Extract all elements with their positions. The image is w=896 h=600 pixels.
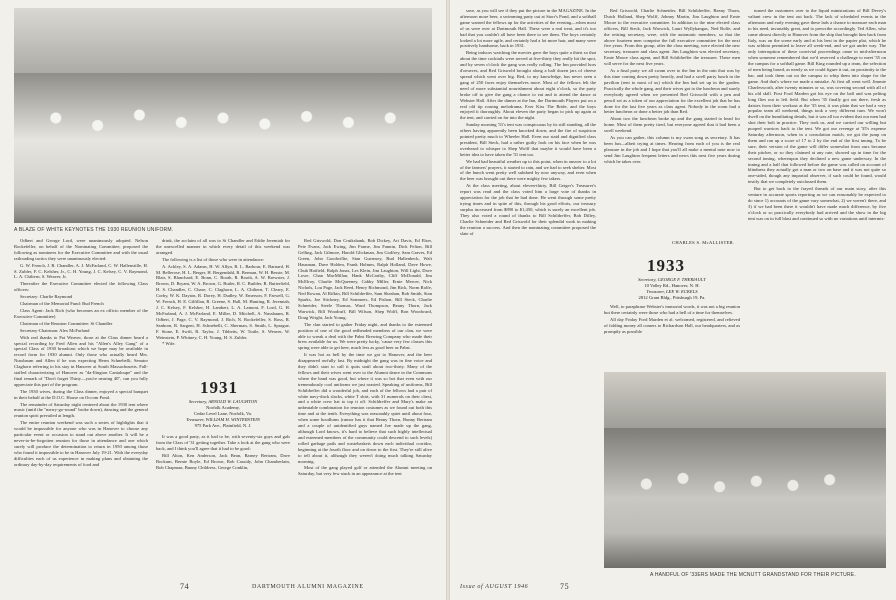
officer-line: Norfolk Academy, [206, 405, 240, 410]
officer-line: 10 Valley Rd., Hanover, N. H. [644, 283, 700, 288]
paragraph: About two the luncheon broke up and the gang started to head for home. Most of them pretty tired, but everyone agreed that it had been a swell weekend. [604, 116, 740, 134]
officer-line: Cedar Level Lane, Norfolk, Va. [194, 411, 252, 416]
reunion-1930-photo [14, 8, 432, 223]
paragraph: All day Friday Ford Marden et al. welcomed, registered, and relieved of folding money all comers to Richardson Hall, our headquarters, and as promptly as possible [604, 316, 740, 334]
paragraph: Chairman of the Reunion Committee: Si Chandler [20, 320, 113, 326]
left-column-1 [14, 238, 148, 581]
left-page [0, 0, 446, 600]
paragraph: Class Agent: Jack Rich (who becomes an ex officio member of the Executive Committee) [14, 307, 148, 319]
paragraph: The 1930 wives, during the Class dinner, enjoyed a special banquet in their behalf at the D.O.C. House on Occom Pond. [14, 388, 148, 400]
paragraph: turned the customers over to the liquid ministrations of Bill Devey's valiant crew in the tent out back. The lack of scheduled events in the afternoon and early evening gave these lads a chance to measure each man to his need, invariably great, and to prescribe accordingly. Ted Allen, who came almost directly to Hanover from the ship that brought him back from Italy, was on the scene early and at his best in the papier plat, which he was seldom permitted to leave all week-end, and we got under way. The only interruption of these convivial proceedings came in mid-afternoon when someone remembered that we'd reserved a challenge to meet '35 on the campus for a softball game. Bill King rounded up a team, the selection of men being based, as nearly as we could figure it out, on proximity to the bar, and took them out on the campus to whip them into shape for the game. And that's where we made a mistake. At first all went well. Jimmie Charlesworth, after twenty minutes or so, was covering second with all of his old skill. First Ford Marden got his eye on the ball and was pelting long flies out to left field. But when '35 finally got out there, fresh as daisies from their workout at the '35 tent, it was plain that we had a very popular team all weekend, things took a very different turn. We won't dwell on the humiliating details, but it was all too evident that our men had shot their bolt in practice. They took us, and we carried our willing but pooped warriors back to the tent. We got our revenge at '35's expense Saturday afternoon, when in a consolation match, we got the jump on them and ran up a score of 17 to 2 by the end of the first inning. To be sure, their version of the game will differ somewhat from ours because their pitcher, or so they claimed at any rate, showed up in time for the second inning, whereupon they declined a new game underway. In the inning and a half that followed before the game was called on account of blindness they actually got a man or two on base and it was not quite so one-sided, though any impartial observer, if such could be found, would testify that we completely outclassed them. [748, 8, 886, 185]
left-column-2b [156, 434, 290, 581]
paragraph: save, as you will see if they put the picture in the MAGAZINE. In the afternoon more beer, a swimming party out at Storr's Pond, and a softball game warned the fellows up for the activities of the evening—when most of us were over at Dartmouth Hall. These were a real treat, and it's too bad that you couldn't all have been there to see them. The boys certainly looked a lot more agile, and certainly had a lot more hair, and many were positively handsome, back in 1931. [460, 8, 596, 49]
paragraph: Red Griswold, Don Cruikshank, Bob Dickey, Art Davis, Ed Elser, Pete Evans, Jack Ewing, Jim Frame, Jim Fannin, Dick Felton, Bill Gelling, Jack Gilmore, Harold Glickman, Jim Godfrey, Sam Graves, Ed Green, John Goodwillie, Stan Guernsey, Bud Hallenbeck, Walt Hausman, Dave Holden, Frank Holmes, Ralph Holland, Dave Howe, Chub Hatfield, Ralph Jonas, Les Klein, Jim Laughton, Will Light, Dave Lowe, Chan MacMillan, Hank McCarthy, Cliff McDonald, Jim McElroy, Charlie McQueeney, Cabby Miller, Ernie Mercer, Nick Nichols, Lou Page, Jack Reed, Henry Richmond, Jim Rick, Norm Rolfe, Ned Rowan, Al Rifkin, Bill Schildreffer, Sam Sheahan, Bob Smith, Stan Sparks, Joe Stickney, Ed Sommers, Ed Pishon, Bill Steck, Charlie Schneider, Steele Thomas, Ward Thompson, Beany Thorn, Jack Warwick, Bill Woodruff, Bill Wilson, Shep Wolff, Ron Woodward, Doug Wright, Jack Young. [298, 238, 432, 320]
right-column-1 [460, 8, 596, 581]
paragraph: G. W. French, J. B. Chandler, A. J. McFarland, C. W. Hallenstille, H. S. Zubler, F. C. Kelsher, Jr., C. H. Young, J. C. Kelsey, C. V. Raymond, L. A. Chiltern, S. Weaver, Jr. [14, 262, 148, 280]
issue-date-footer: Issue of AUGUST 1946 [460, 584, 529, 590]
paragraph: As a final party we all swam over to the Inn in the rain that was by this time coming down pretty heavily, and had a swell party lunch in the pavilion (rent to most of us) which the Inn had set up in the garden. Practically the whole gang, and their wives got to the luncheon and surely everybody agreed when we presented Red Griswold with a pen and pencil set as a token of our appreciation for the excellent job that he has done for the last five years as class agent. Nobody in the room had a better luncheon or done a better job than Red. [604, 68, 740, 115]
officer-line: Secretary, ARNOLD W. LAUGHTON [188, 399, 258, 404]
paragraph: Thereafter the Executive Committee elected the following Class officers: [14, 281, 148, 293]
paragraph: Sunday morning '31's tent was conspicuous by its still standing, all the others having apparently been knocked down; and the fire of suspicion pointed pretty much to Wheeler Hall. Even our staid and dignified class president, Bill Steck, had a rather guilty look on his face when he was overheard to whisper to Shep Wolff that maybe it would have been a better idea to have taken the '31 tent too. [460, 122, 596, 157]
paragraph: At the class meeting, about eleven-thirty, Bill Geiger's Treasurer's report was read and the class voted him a large vote of thanks in appreciation for the job that he had done. He went through some pretty trying times and in spite of this, through his good efforts, our treasury surplus increased from $890 to $1,450, which is surely an excellent job. They also voted a round of thanks to Bill Schildreffer, Bob Dilley, Charlie Schneider and Red Griswold for their splendid work in making the reunion a success. And then the nominating committee proposed the slate of [460, 183, 596, 236]
officer-line: 975 Park Ave., Plainfield, N. J. [194, 423, 252, 428]
officer-line: Treasurer, WILLIAM H. WINTERSTEIN [186, 417, 260, 422]
page-number-left: 74 [180, 582, 190, 591]
photo-caption-1933: A HANDFUL OF '33ERS MADE THE MCNUTT GRANDSTAND FOR THEIR PICTURE. [650, 572, 856, 578]
left-column-3 [298, 238, 432, 581]
paragraph: Odbert and George Lord, were unanimously adopted. Nelson Rockefeller, on behalf of the Nominating Committee, proposed the following as nominees for the Executive Committee and with the usual railroading tactics they were unanimously elected: [14, 238, 148, 261]
class-officers-1931 [156, 399, 290, 429]
paragraph: Secretary-Chairman: Alex McFarland [20, 327, 90, 333]
paragraph: As you can gather, this column is my swan song as secretary. It has been fun—albeit trying at times. Hearing from each of you is the real pleasure in the job and I hope that you'll all make a mental note now to send Jim Laughton frequent letters and news this next five years during which he takes over. [604, 135, 740, 164]
paragraph: Bill Alton, Ken Anderson, Jack Bean, Barney Bertram, Dave Bockum, Bernie Boyle, Ed Brown, Bob Cassidy, John Chamberlain, Bob Chapman, Bunny Childress, George Conklin, [156, 452, 290, 470]
paragraph: The remainder of Saturday night centered about the 1930 tent where music (until the "merry-go-round" broke down), dancing and the general reunion spirit prevailed at length. [14, 401, 148, 419]
page-number-right: 75 [560, 582, 570, 591]
paragraph: The entire reunion weekend was such a series of highlights that it would be impossible for anyone who was in Hanover to choose any particular event or occasion to stand out above another. It will be a never-to-be-forgotten reunion for those in attendance and one which surely will produce the determination to return in 1950 among those who found it impossible to be in Hanover July 19-21. With the everyday difficulties each of us experience in making plans and obtaining the ordinary day-by-day requirements of food and [14, 420, 148, 467]
paragraph: drink, the acclaim of all was to Si Chandler and Eddie Jeremiah for the unexcelled manner in which every detail of this weekend was arranged. [156, 238, 290, 255]
paragraph: Secretary: Charlie Raymond [20, 294, 73, 300]
paragraph: Most of the gang played golf or attended the Alumni meeting on Saturday, but very few stuck in an appearance at the tent [298, 465, 432, 477]
reunion-1933-photo [604, 372, 886, 568]
right-page [450, 0, 896, 600]
class-officers-1933 [604, 277, 740, 301]
signature-secretary: CHARLES S. McALLISTER. [672, 240, 735, 245]
paragraph: The following is a list of those who were in attendance: [162, 256, 265, 262]
paragraph: It was a good party, as it had to be, with seventy-six guys and gals from the Class of '31 getting together. Take a look at the gang who were back, and I think you'll agree that it had to be good: [156, 434, 290, 451]
paragraph: We had had beautiful weather up to this point, when in answer to a lot of the farmers' prayers, it started to rain, and we had to seek shelter. Most of the bunch went pretty well subdued by now anyway, and even when the beer was brought out there were mighty few takers. [460, 158, 596, 182]
paragraph: It was hot as hell by the time we got to Hanover, and the beer disappeared awfully fast. By midnight the gang was in fine voice and they didn't start to call it quits until about two-thirty. Many of the fellows and their wives went over to the Alumni dance in the Commons where the band was good, but where it was so hot that even with our tremendously cool uniforms we just roasted. Speaking of uniforms, Bill Schildreffer did a wonderful job, and each of the fellows had a pair of white navy-duck slacks, white T shirt, with 31 numerals on their chest, and a white crew hat to top it off. Schildreffer and Mary's make an unbeatable combination for reunion costumes as we found out both this time and at the tenth. Everything was reasonably quiet until about four, when some hoodlums (rumor has it that Beany Thorn, Bunny Bertram and a couple of unidentified guys named Joe made up the gang, although Lord knows, it's hard to believe that such highly intellectual and esteemed members of the community could descend to such levels) rolled garbage pails and wastebaskets down each individual corridor, beginning at the fourth floor and on down to the first. They're still alive to tell about it, although they weren't doing much talking Saturday morning. [298, 352, 432, 464]
paragraph: Well, to paraphrase Webster's immortal words, it was not a big reunion but there certainly were those who had a hell of a time for themselves. [604, 304, 740, 315]
right-column-2b [604, 304, 740, 364]
paragraph: Red Griswold, Charlie Schneider, Bill Schildreffer, Beany Thorn, Dutch Holland, Shep Wolff, Johnny Martin, Jim Laughton and Ernie Moore to the executive committee. In addition to the nine elected class officers, Bill Steck, Jack Warwick, Lauri Wyllykangas, Ned Rolfe, and the retiring secretary, were, with the automatic members, so that the above fourteen men comprise the full executive committee for the next five years. From this group, after the class meeting, were elected the new secretary, treasurer and class agent. Jim Laughton was elected secretary, Ernie Moore class agent, and Bill Schildreffer the treasurer. These men will serve for the next five years. [604, 8, 740, 67]
class-heading-1933: 1933 [647, 256, 685, 275]
officer-line: Treasurer, LEE W. ECKELS [646, 289, 698, 294]
left-column-2 [156, 238, 290, 376]
paragraph: The clan started to gather Friday night, and thanks to the esteemed position of one of the good redheaded members of our clan, we were able to wreak a deal with the Pabst Brewing Company who made their brew available for us. We were pretty lucky, 'cause very few classes this spring were able to get beer, much less as good beer as Pabst. [298, 321, 432, 351]
right-column-2 [604, 8, 740, 233]
paragraph: * Wife. [162, 341, 176, 347]
paragraph: Being indoors watching the movies gave the boys quite a thirst so that about the time cocktails were served at five-thirty they really hit the spot, and by seven o'clock the gang was really rolling. The Inn provided hors d'oeuvres, and Red Griswold brought along a half dozen jars of cheese spread which went over big. Red, to my knowledge, has never seen a gang of 250 faces enjoy themselves more. Most of the fellows felt the need of more substantial nourishment about eight o'clock, so the party broke off to give the gang a chance to eat and to attend the dance at Webster Hall. After the dinner at the Inn, the Dartmouth Players put on a real old tip roaring melodrama, Ever Kiss The Bride, and the boys enjoyed it thoroughly. About eleven the party began to pick up again at the tent, and carried on far into the night. [460, 50, 596, 121]
paragraph: With real thanks to Pat Weaver, those at the Class dinner heard a special recording by Fred Allen and his "Allen's Alley Gang" of a special Class of 1930 broadcast which we hope may be available in record form for 1930 alumni. Only those who actually heard Mrs. Nussbaum and Allen if he was expecting Herm Schnebelli, Senator Claghorn referring to his stay in Hanover at South Massachusetts. Fall-staffed characterizing of Hanover as "da-Ilington Cantaloupe" and the final remark of "Don't forget Thirty—you're nearing 40", can you fully appreciate this part of the program. [14, 334, 148, 387]
right-column-3 [748, 8, 886, 368]
officer-line: 2812 Grant Bldg., Pittsburgh 19, Pa. [638, 295, 706, 300]
class-heading-1931: 1931 [200, 378, 238, 397]
officer-line: Secretary, GEORGE F. THERIAULT [638, 277, 706, 282]
paragraph: A. Ackley, S. A. Adams, H. W. Allyn, R. L. Barbour, E. Barnard, H. M. Bellerose, H. L. Berger, H. Bergendahl, R. Berman, W. H. Bessie, M. Blair, S. Blanchard, E. Bonn, C. Booth, R. Booth, A. W. Brewster, J. Brown, D. Bryant, W. A. Brown, G. Butler, R. C. Builder, R. Butterfield, H. S. Chandler, C. Chase, C. Claghorn, L. A. Chiltern, T. Cleary, E. Corby, W. K. Dayton, R. Dorey, H. Dudley, W. Emerson, F. Farwell, G. W. French, H. E. Gilfillan, R. Greene, S. Hall, M. Hunting, R. Jeremiah, J. C. Kelsey, F. Kelsher, H. Lambert, L. A. Lamont, F. Lord, G. H. McFarland, A. J. McFarland, E. Miller, D. Mitchell, A. Nussbaum, R. Odbert, J. Page, C. V. Raymond, J. Rich, N. Rockefeller, S. Ross, R. Sanborn, R. Sargent, H. Schnebelli, C. Sherman, S. Smith, L. Sprague, F. Stone, E. Swift, R. Taylor, J. Tibbetts, W. Tuttle, S. Weaver, W. Weinstein, P. Whitney, C. H. Young, H. S. Zubler. [156, 263, 290, 340]
magazine-title-footer: DARTMOUTH ALUMNI MAGAZINE [252, 584, 364, 590]
paragraph: But to get back to the frayed threads of our main story, after this venture in accurate sports reporting as we can reasonably be expected to do since 1) accounts of the game vary somewhat, 2) we weren't there, and 3) if we had been there it wouldn't have made much difference, by five o'clock or so practically everybody had arrived and the show in the big tent was on in full blast and continued so with no variations until intermis- [748, 186, 886, 221]
paragraph: Chairman of the Memorial Fund: Bud French [20, 301, 104, 307]
photo-caption-1930: A BLAZE OF WHITE KEYNOTES THE 1930 REUNION UNIFORM. [14, 227, 174, 233]
